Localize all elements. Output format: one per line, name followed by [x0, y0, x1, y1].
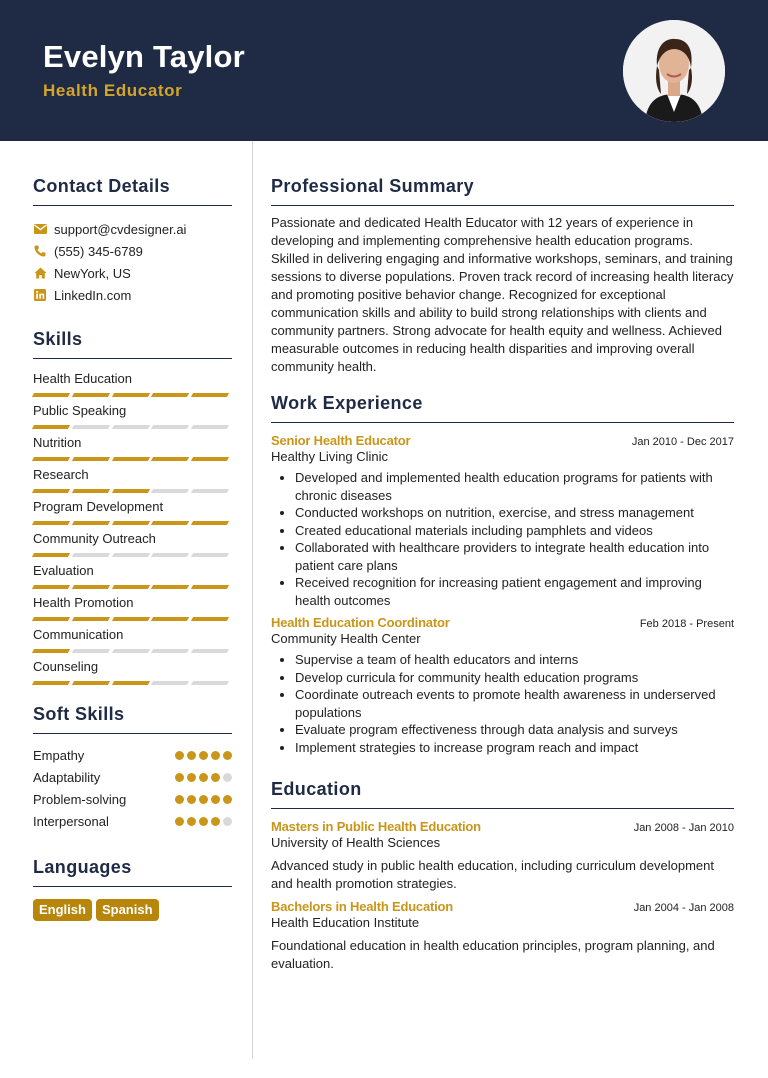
education-heading: Education [271, 778, 734, 809]
skill-level-segment [111, 681, 149, 685]
soft-skill-name: Empathy [33, 747, 85, 763]
profile-photo [623, 20, 725, 122]
rating-dot [211, 817, 220, 826]
skill-item [33, 659, 232, 691]
contact-linkedin-text: LinkedIn.com [54, 287, 132, 303]
skill-level-segment [151, 553, 189, 557]
job-bullet: • Received recognition for increasing patient engagement and improving health outcomes [295, 574, 734, 609]
job-entry [271, 615, 734, 756]
skill-level-segment [111, 425, 149, 429]
resume-header [0, 0, 768, 141]
rating-dot [175, 817, 184, 826]
contact-heading: Contact Details [33, 175, 232, 206]
job-title: Senior Health Educator [271, 433, 411, 448]
skill-level-segment [191, 489, 229, 493]
job-bullet: • Supervise a team of health educators and interns [295, 651, 734, 669]
languages-list [33, 899, 232, 921]
job-title: Health Education Coordinator [271, 615, 450, 630]
rating-dot [187, 751, 196, 760]
school-name: Health Education Institute [271, 915, 420, 930]
skill-level-segment [111, 585, 149, 589]
languages-section [33, 856, 232, 921]
skill-item [33, 563, 232, 595]
contact-phone[interactable] [33, 240, 232, 262]
soft-skill-name: Problem-solving [33, 791, 127, 807]
rating-dot [211, 751, 220, 760]
skill-level-segment [151, 585, 189, 589]
skill-item [33, 499, 232, 531]
rating-dot [223, 795, 232, 804]
skill-item [33, 467, 232, 499]
skill-level-segment [191, 393, 229, 397]
job-org: Healthy Living Clinic [271, 449, 389, 464]
rating-dot [175, 773, 184, 782]
job-date: Jan 2010 - Dec 2017 [631, 436, 734, 448]
soft-skill-name: Interpersonal [33, 813, 109, 829]
school-name: University of Health Sciences [271, 835, 441, 850]
rating-dot [175, 751, 184, 760]
skill-level-segment [111, 457, 149, 461]
skills-heading: Skills [33, 328, 232, 359]
linkedin-icon [33, 288, 47, 302]
experience-heading: Work Experience [271, 392, 734, 423]
skill-level-segment [72, 681, 110, 685]
experience-section [271, 392, 734, 756]
column-divider [252, 141, 253, 1059]
skill-level-segment [32, 521, 70, 525]
soft-skill-item [33, 788, 232, 810]
skill-level-segment [151, 393, 189, 397]
degree-title: Masters in Public Health Education [271, 819, 481, 834]
job-bullet: • Coordinate outreach events to promote health awareness in underserved populations [295, 686, 734, 721]
job-bullet: • Created educational materials including pamphlets and videos [295, 522, 734, 540]
skills-section [33, 328, 232, 691]
skill-item [33, 435, 232, 467]
skill-level-segment [111, 521, 149, 525]
skill-level-segment [111, 489, 149, 493]
skill-level-bar [33, 617, 232, 621]
rating-dot [223, 817, 232, 826]
skill-level-segment [151, 521, 189, 525]
soft-skill-rating [172, 795, 232, 804]
skill-level-bar [33, 393, 232, 397]
skill-level-bar [33, 489, 232, 493]
skill-item [33, 627, 232, 659]
contact-email[interactable] [33, 218, 232, 240]
summary-heading: Professional Summary [271, 175, 734, 206]
skill-level-segment [191, 521, 229, 525]
job-bullet: • Develop curricula for community health education programs [295, 669, 734, 687]
skill-level-segment [151, 681, 189, 685]
skill-level-segment [72, 521, 110, 525]
skill-level-segment [151, 649, 189, 653]
summary-text: Passionate and dedicated Health Educator with 12 years of experience in developing and implementing comprehensive health education programs. Skilled in delivering engaging and informative workshops, seminars, and training sessions to diverse populations. Proven track record of increasing health literacy and promoting positive behavior change. Recognized for exceptional communication skills and ability to build strong relationships with clients and community partners. Strong advocate for health equity and wellness. Achieved measurable outcomes in reducing health disparities and improving overall community health. [271, 215, 734, 374]
soft-skills-list [33, 744, 232, 832]
skill-level-segment [191, 425, 229, 429]
skill-item [33, 531, 232, 563]
rating-dot [187, 795, 196, 804]
skill-level-segment [151, 457, 189, 461]
skill-level-segment [72, 489, 110, 493]
candidate-title: Health Educator [43, 81, 183, 100]
rating-dot [211, 795, 220, 804]
skill-level-segment [111, 649, 149, 653]
job-bullet: • Developed and implemented health education programs for patients with chronic diseases [295, 469, 734, 504]
contact-phone-text: (555) 345-6789 [54, 243, 143, 259]
skill-name: Nutrition [33, 435, 82, 450]
education-entry [271, 899, 734, 973]
degree-date: Jan 2008 - Jan 2010 [633, 822, 734, 834]
rating-dot [223, 751, 232, 760]
education-entry [271, 819, 734, 893]
soft-skill-item [33, 744, 232, 766]
contact-linkedin[interactable] [33, 284, 232, 306]
skill-level-segment [32, 457, 70, 461]
home-icon [33, 266, 47, 280]
skill-level-segment [72, 553, 110, 557]
left-column [33, 141, 232, 921]
skill-level-segment [191, 585, 229, 589]
skill-level-segment [72, 649, 110, 653]
rating-dot [199, 751, 208, 760]
summary-section [271, 175, 734, 376]
rating-dot [175, 795, 184, 804]
skill-level-segment [111, 617, 149, 621]
job-bullet: • Implement strategies to increase program reach and impact [295, 739, 734, 757]
degree-date: Jan 2004 - Jan 2008 [633, 902, 734, 914]
language-tag: Spanish [96, 899, 159, 921]
rating-dot [187, 773, 196, 782]
job-bullets [271, 469, 734, 609]
skill-level-bar [33, 521, 232, 525]
contact-email-text: support@cvdesigner.ai [54, 221, 187, 237]
rating-dot [211, 773, 220, 782]
job-bullet: • Collaborated with healthcare providers to integrate health education into patient care plans [295, 539, 734, 574]
skill-name: Research [33, 467, 89, 482]
skill-level-segment [191, 553, 229, 557]
candidate-name: Evelyn Taylor [43, 39, 245, 74]
skill-level-segment [72, 585, 110, 589]
rating-dot [223, 773, 232, 782]
soft-skill-item [33, 766, 232, 788]
job-org: Community Health Center [271, 631, 421, 646]
skill-level-segment [191, 649, 229, 653]
skill-level-bar [33, 457, 232, 461]
job-bullet: • Conducted workshops on nutrition, exercise, and stress management [295, 504, 734, 522]
job-date: Feb 2018 - Present [639, 618, 734, 630]
skill-level-segment [32, 617, 70, 621]
skill-level-bar [33, 585, 232, 589]
skill-level-bar [33, 425, 232, 429]
degree-title: Bachelors in Health Education [271, 899, 454, 914]
rating-dot [187, 817, 196, 826]
soft-skill-rating [172, 817, 232, 826]
skill-level-segment [32, 425, 70, 429]
envelope-icon [33, 222, 47, 236]
skill-level-segment [151, 425, 189, 429]
language-tag: English [33, 899, 92, 921]
phone-icon [33, 244, 47, 258]
right-column [271, 141, 734, 973]
rating-dot [199, 817, 208, 826]
degree-description: Advanced study in public health education, including curriculum development and health promotion strategies. [271, 858, 714, 891]
job-bullet: • Evaluate program effectiveness through data analysis and surveys [295, 721, 734, 739]
skill-name: Public Speaking [33, 403, 127, 418]
skill-item [33, 595, 232, 627]
skill-name: Communication [33, 627, 124, 642]
skill-level-segment [72, 457, 110, 461]
skill-level-bar [33, 681, 232, 685]
soft-skill-name: Adaptability [33, 769, 101, 785]
degree-description: Foundational education in health education principles, program planning, and evaluation. [271, 938, 715, 971]
skill-level-segment [32, 393, 70, 397]
soft-skills-heading: Soft Skills [33, 703, 232, 734]
languages-heading: Languages [33, 856, 232, 887]
skill-level-segment [111, 553, 149, 557]
contact-location [33, 262, 232, 284]
rating-dot [199, 795, 208, 804]
skill-level-segment [72, 617, 110, 621]
skill-level-segment [32, 681, 70, 685]
skill-level-segment [72, 425, 110, 429]
skill-level-segment [151, 617, 189, 621]
contact-section [33, 175, 232, 306]
skill-level-segment [191, 617, 229, 621]
skill-level-segment [32, 649, 70, 653]
soft-skill-rating [172, 751, 232, 760]
job-bullets [271, 651, 734, 756]
skill-name: Community Outreach [33, 531, 156, 546]
soft-skills-section [33, 703, 232, 832]
skill-item [33, 371, 232, 403]
skill-item [33, 403, 232, 435]
skill-level-segment [191, 681, 229, 685]
soft-skill-rating [172, 773, 232, 782]
education-section [271, 778, 734, 973]
job-entry [271, 433, 734, 609]
skill-level-segment [32, 489, 70, 493]
skills-list [33, 371, 232, 691]
skill-name: Health Promotion [33, 595, 134, 610]
skill-name: Program Development [33, 499, 164, 514]
skill-level-segment [151, 489, 189, 493]
soft-skill-item [33, 810, 232, 832]
skill-level-segment [111, 393, 149, 397]
skill-level-bar [33, 553, 232, 557]
skill-name: Health Education [33, 371, 133, 386]
skill-level-bar [33, 649, 232, 653]
skill-level-segment [191, 457, 229, 461]
skill-name: Counseling [33, 659, 99, 674]
skill-level-segment [32, 585, 70, 589]
rating-dot [199, 773, 208, 782]
contact-location-text: NewYork, US [54, 265, 131, 281]
skill-level-segment [32, 553, 70, 557]
skill-name: Evaluation [33, 563, 94, 578]
skill-level-segment [72, 393, 110, 397]
